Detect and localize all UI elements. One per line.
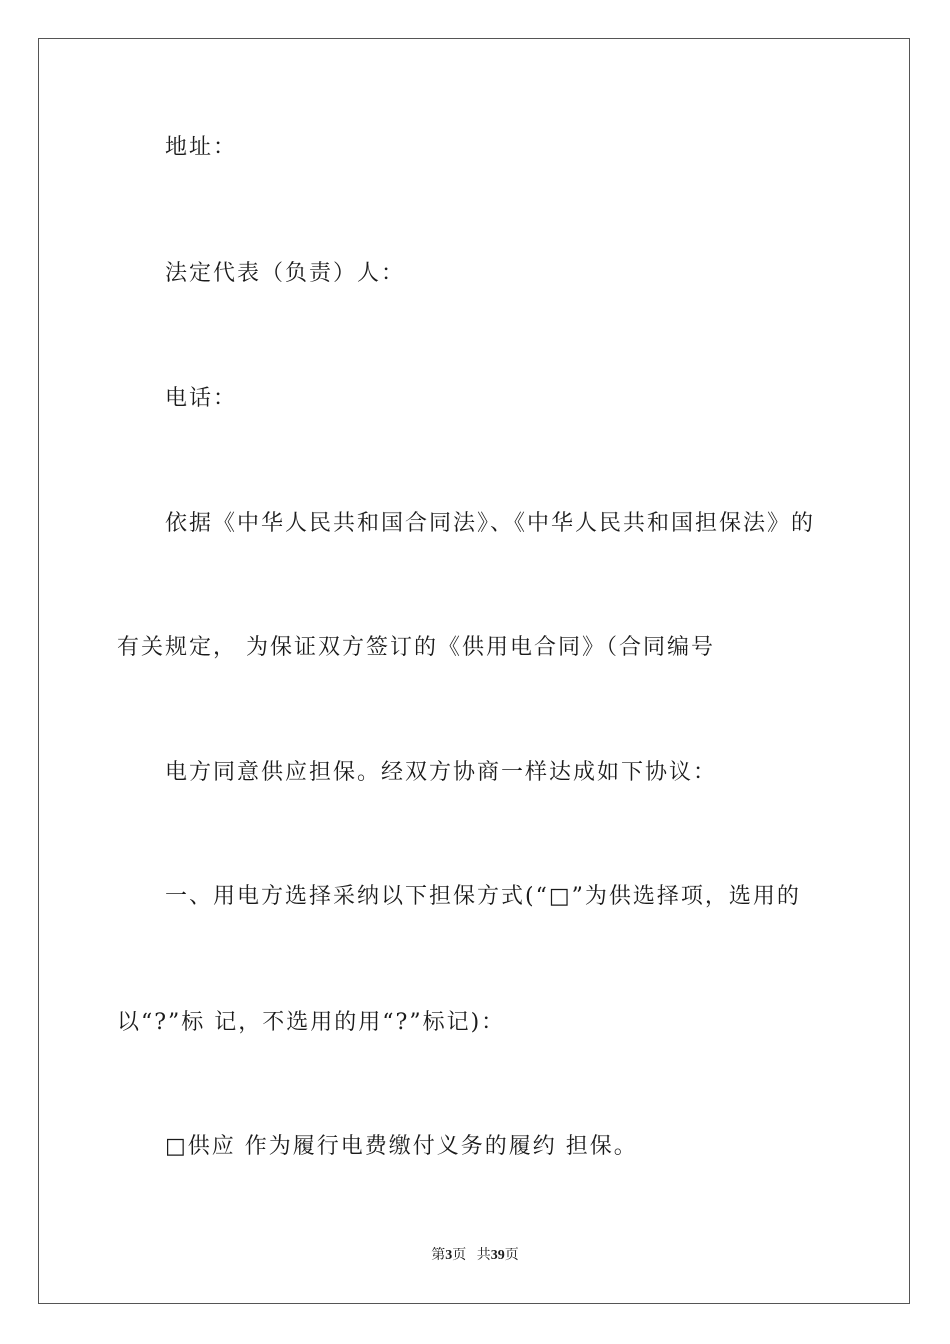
paragraph-line-1: 依据《中华人民共和国合同法》、《中华人民共和国担保法》的 [165, 511, 816, 536]
address-label: 地址： [165, 135, 238, 160]
paragraph-line-2: 有关规定， 为保证双方签订的《供用电合同》（合同编号 [117, 635, 715, 660]
legal-representative-label: 法定代表（负责）人： [165, 261, 406, 286]
page-suffix: 页 [452, 1248, 467, 1263]
page-prefix: 第 [431, 1248, 446, 1263]
total-suffix: 页 [504, 1248, 519, 1263]
guarantee-option-line: □供应 作为履行电费缴付义务的履约 担保。 [165, 1134, 638, 1159]
phone-label: 电话： [165, 386, 238, 411]
total-prefix: 共 [476, 1248, 491, 1263]
page-footer [0, 1247, 950, 1265]
clause-one-line-2: 以“?”标 记，不选用的用“?”标记)： [117, 1010, 506, 1035]
page-number: 3 [445, 1248, 453, 1263]
paragraph-line-3: 电方同意供应担保。经双方协商一样达成如下协议： [165, 760, 718, 785]
clause-one-line-1: 一、用电方选择采纳以下担保方式(“□”为供选择项，选用的 [165, 884, 801, 909]
total-pages: 39 [490, 1248, 505, 1263]
page-border [38, 38, 910, 1304]
